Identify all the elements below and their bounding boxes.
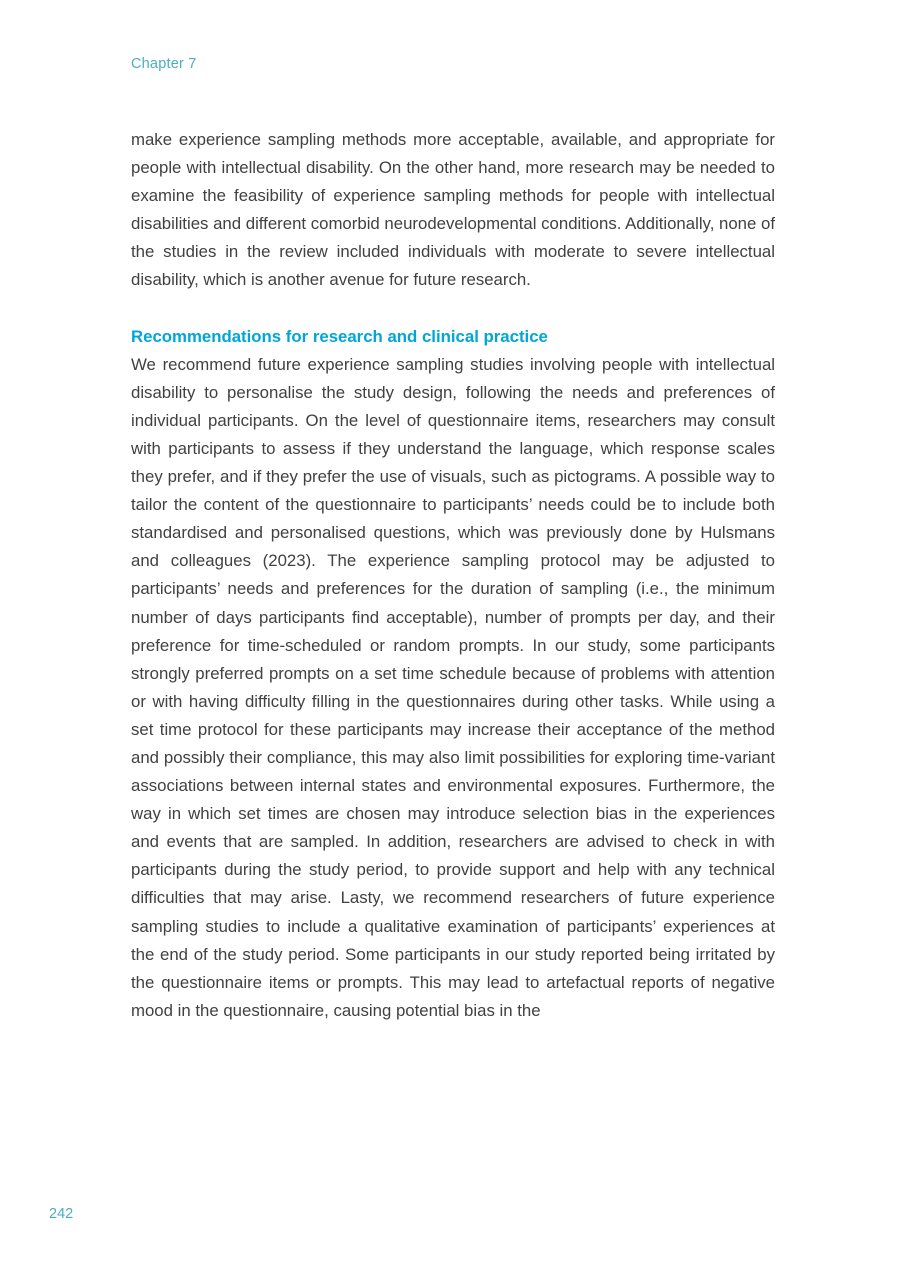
body-text-block [131, 126, 775, 1025]
page-number: 242 [49, 1206, 74, 1222]
paragraph-recommendations: We recommend future experience sampling studies involving people with intellectual disability to personalise the study design, following the needs and preferences of individual participants. On the level of questionnaire items, researchers may consult with participants to assess if they understand the language, which response scales they prefer, and if they prefer the use of visuals, such as pictograms. A possible way to tailor the content of the questionnaire to participants’ needs could be to include both standardised and personalised questions, which was previously done by Hulsmans and colleagues (2023). The experience sampling protocol may be adjusted to participants’ needs and preferences for the duration of sampling (i.e., the minimum number of days participants find acceptable), number of prompts per day, and their preference for time-scheduled or random prompts. In our study, some participants strongly preferred prompts on a set time schedule because of problems with attention or with having difficulty filling in the questionnaires during other tasks. While using a set time protocol for these participants may increase their acceptance of the method and possibly their compliance, this may also limit possibilities for exploring time-variant associations between internal states and environmental exposures. Furthermore, the way in which set times are chosen may introduce selection bias in the experiences and events that are sampled. In addition, researchers are advised to check in with participants during the study period, to provide support and help with any technical difficulties that may arise. Lasty, we recommend researchers of future experience sampling studies to include a qualitative examination of participants’ experiences at the end of the study period. Some participants in our study reported being irritated by the questionnaire items or prompts. This may lead to artefactual reports of negative mood in the questionnaire, causing potential bias in the [131, 354, 775, 1020]
section-heading-recommendations: Recommendations for research and clinical practice [131, 326, 548, 346]
running-header-chapter-label: Chapter 7 [131, 56, 197, 72]
paragraph-discussion: make experience sampling methods more acceptable, available, and appropriate for people with intellectual disability. On the other hand, more research may be needed to examine the feasibility of experience sampling methods for people with intellectual disabilities and different comorbid neurodevelopmental conditions. Additionally, none of the studies in the review included individuals with moderate to severe intellectual disability, which is another avenue for future research. [131, 130, 776, 290]
